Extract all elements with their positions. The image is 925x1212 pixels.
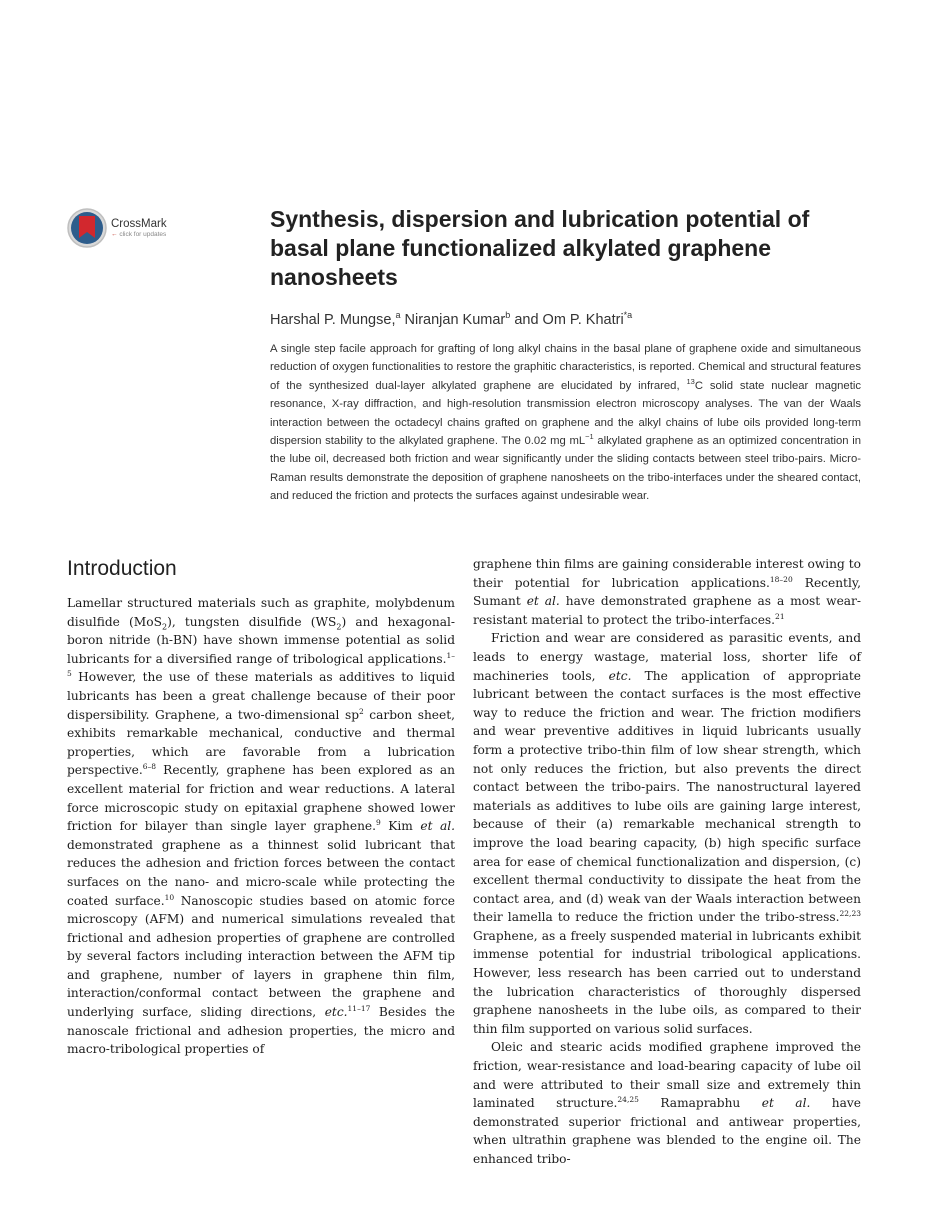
author-list	[270, 305, 870, 330]
body-column-right	[473, 555, 861, 1169]
citation-ref[interactable]: 10	[164, 892, 175, 902]
author-affiliation: b	[505, 310, 511, 320]
author-name[interactable]: Harshal P. Mungse,	[270, 311, 396, 328]
arrow-left-icon: ←	[111, 230, 118, 238]
paragraph: Friction and wear are considered as parasitic events, and leads to energy wastage, material loss, shorter life of machineries tools, etc. The application of appropriate lubricant between the contact surfaces is the most effective way to reduce the friction and wear. The friction modifiers and wear preventive additives in liquid lubricants usually form a protective tribo-thin film of low shear strength, which not only reduces the friction, but also prevents the direct contact between the tribo-pairs. The nanostructural layered materials as additives to lube oils are gaining large interest, because of their (a) remarkable mechanical strength to improve the load bearing capacity, (b) high specific surface area for ease of chemical functionalization and dispersion, (c) excellent thermal conductivity to dissipate the heat from the contact area, and (d) weak van der Waals interaction between their lamella to reduce the friction under the tribo-stress.$^{22,23}$ Graphene, as a freely suspended material in lubricants exhibit immense potential for industrial tribological applications. However, less research has been carried out to understand the lubrication characteristics of thoroughly dispersed graphene nanosheets in the lube oils, as compared to their thin film supported on various solid surfaces.	[473, 631, 861, 1036]
paragraph: Oleic and stearic acids modified graphene improved the friction, wear-resistance and load-bearing capacity of lube oil and were attributed to their small size and extremely thin laminated structure.$^{24,25}$ Ramaprabhu et al. have demonstrated superior frictional and antiwear properties, when ultrathin graphene was blended to the engine oil. The enhanced tribo-	[473, 1040, 862, 1166]
author-affiliation: a	[395, 310, 401, 320]
crossmark-subtitle: ← click for updates	[111, 230, 167, 238]
author-joiner: and	[514, 311, 539, 328]
article-title: Synthesis, dispersion and lubrication potential of basal plane functionalized alkylated graphene nanosheets	[270, 206, 810, 290]
paragraph: graphene thin films are gaining considerable interest owing to their potential for lubrication applications.$^{18-20}$ Recently, Sumant et al. have demonstrated graphene as a most wear-resistant material to protect the tribo-interfaces.$^{21}$	[473, 557, 861, 627]
crossmark-logo-icon	[67, 208, 107, 248]
crossmark-title: CrossMark	[111, 217, 167, 230]
paragraph: Lamellar structured materials such as graphite, molybdenum disulfide (MoS$_2$), tungsten disulfide $(WS_2)$ and hexagonal-boron nitride (h-BN) have shown immense potential as solid lubricants for a diversified range of tribological applications.$^{1-5}$ However, the use of these materials as additives to liquid lubricants has been a great challenge because of their poor dispersibility. Graphene, a two-dimensional $sp^2$ carbon sheet, exhibits remarkable mechanical, conductive and thermal properties, which are favorable from a lubrication perspective.$^{6-8}$ Recently, graphene has been explored as an excellent material for friction and wear reductions. A lateral force microscopic study on epitaxial graphene showed lower friction for bilayer than single layer graphene.$^9$ Kim et al. demonstrated graphene as a thinnest solid lubricant that reduces the adhesion and friction forces between the contact surfaces on the nano- and micro-scale while protecting the coated surface.$^{10}$ Nanoscopic studies based on atomic force microscopy (AFM) and numerical simulations revealed that frictional and adhesion properties of graphene are controlled by several factors including interaction between the AFM tip and graphene, number of layers in graphene thin film, interaction/conformal contact between the graphene and underlying surface, sliding directions, etc.$^{11-17}$ Besides the nanoscale frictional and adhesion properties, the micro and macro-tribological properties of	[67, 596, 456, 1057]
citation-ref[interactable]: 18–20	[769, 574, 793, 584]
citation-ref[interactable]: 9	[376, 818, 381, 828]
author-name[interactable]: Niranjan Kumar	[404, 311, 506, 328]
author-affiliation: *a	[623, 310, 633, 320]
section-heading-introduction: Introduction	[67, 557, 177, 580]
crossmark-badge[interactable]	[67, 207, 187, 249]
body-column-left	[67, 594, 455, 1059]
author-name[interactable]: Om P. Khatri	[542, 311, 624, 328]
crossmark-text	[111, 218, 167, 239]
citation-ref[interactable]: 1–5	[67, 650, 455, 679]
citation-ref[interactable]: 11–17	[347, 1004, 371, 1013]
abstract: A single step facile approach for grafting of long alkyl chains in the basal plane of graphene oxide and simultaneous reduction of oxygen functionalities to restore the graphitic characteristics, is reported. Chemical and structural features of the synthesized dual-layer alkylated graphene are elucidated by infrared, $^{13}$C solid state nuclear magnetic resonance, X-ray diffraction, and high-resolution transmission electron microscopy analyses. The van der Waals interaction between the octadecyl chains grafted on graphene and the alkyl chains of lube oils provided long-term dispersion stability to the alkylated graphene. The 0.02 mg $mL^{-1}$ alkylated graphene as an optimized concentration in the lube oil, decreased both friction and wear significantly under the sliding contacts between steel tribo-pairs. Micro-Raman results demonstrate the deposition of graphene nanosheets on the tribo-interfaces under the sheared contact, and reduced the friction and protects the surfaces against undesirable wear.	[270, 343, 862, 503]
citation-ref[interactable]: 24,25	[617, 1095, 639, 1105]
citation-ref[interactable]: 21	[775, 611, 785, 621]
citation-ref[interactable]: 6–8	[142, 762, 156, 772]
citation-ref[interactable]: 22,23	[839, 909, 861, 919]
